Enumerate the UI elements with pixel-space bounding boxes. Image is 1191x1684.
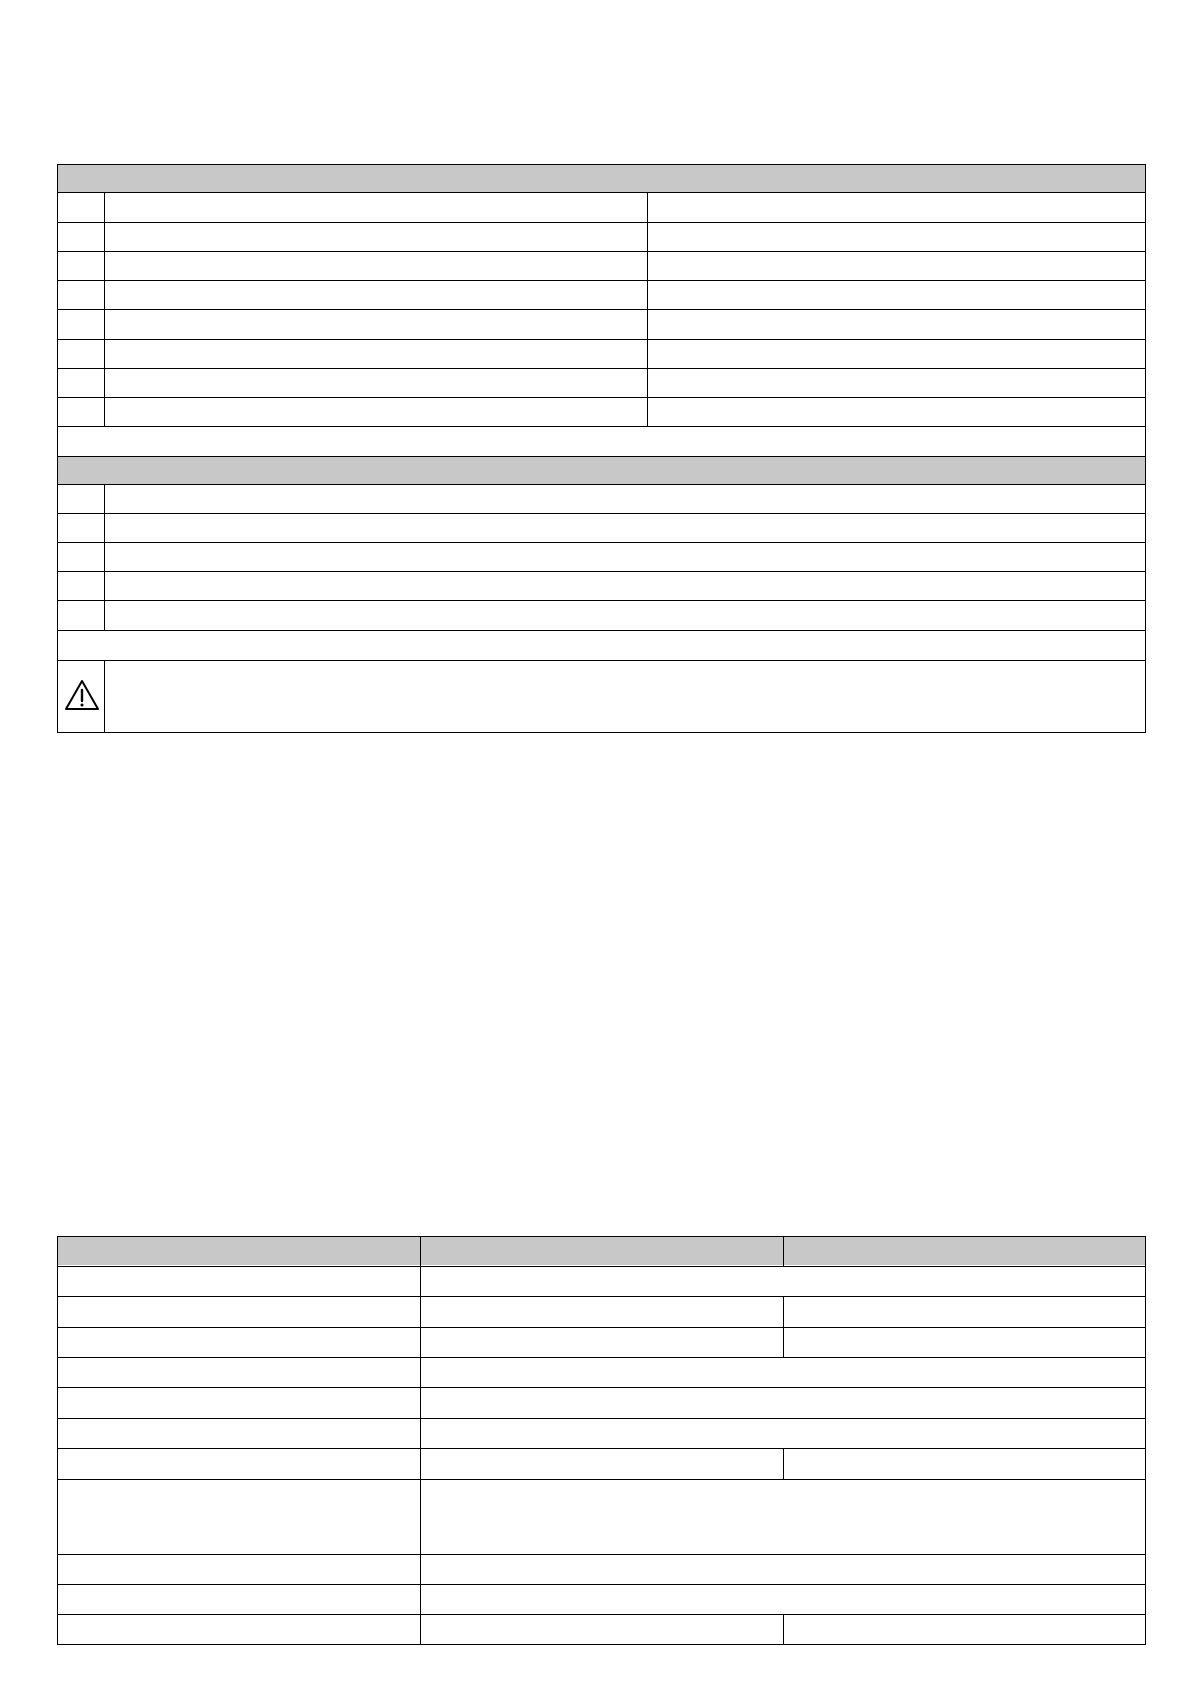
row-line: [57, 1387, 1146, 1388]
column-divider: [783, 1296, 784, 1357]
row-line: [57, 542, 1146, 543]
row-line: [57, 426, 1146, 427]
row-line: [57, 164, 1146, 165]
warning-triangle-icon: [64, 679, 100, 711]
row-line: [57, 732, 1146, 733]
section-2-header: [58, 456, 1145, 484]
row-line: [57, 339, 1146, 340]
row-line: [57, 600, 1146, 601]
row-line: [57, 1644, 1146, 1645]
row-line: [57, 1357, 1146, 1358]
column-divider: [783, 1236, 784, 1266]
row-line: [57, 1584, 1146, 1585]
spec-header-cell: [421, 1236, 783, 1265]
row-line: [57, 251, 1146, 252]
column-divider: [647, 192, 648, 426]
row-line: [57, 513, 1146, 514]
table-left-border: [57, 164, 58, 732]
row-line: [57, 1479, 1146, 1480]
row-line: [57, 280, 1146, 281]
row-line: [57, 1614, 1146, 1615]
table-right-border: [1145, 164, 1146, 732]
row-line: [57, 309, 1146, 310]
row-line: [57, 484, 1146, 485]
row-line: [57, 1266, 1146, 1267]
column-divider: [783, 1448, 784, 1479]
row-line: [57, 222, 1146, 223]
row-line: [57, 660, 1146, 661]
row-line: [57, 1554, 1146, 1555]
row-line: [57, 630, 1146, 631]
row-line: [57, 192, 1146, 193]
row-line: [57, 1296, 1146, 1297]
column-divider: [104, 192, 105, 426]
row-line: [57, 1418, 1146, 1419]
row-line: [57, 456, 1146, 457]
row-line: [57, 1327, 1146, 1328]
row-line: [57, 368, 1146, 369]
row-line: [57, 1448, 1146, 1449]
spec-header-cell: [784, 1236, 1145, 1265]
row-line: [57, 571, 1146, 572]
column-divider: [104, 660, 105, 732]
column-divider: [104, 484, 105, 630]
row-line: [57, 397, 1146, 398]
section-1-header: [58, 164, 1145, 192]
column-divider: [783, 1614, 784, 1644]
row-line: [57, 1236, 1146, 1237]
spec-header-cell: [58, 1236, 420, 1265]
